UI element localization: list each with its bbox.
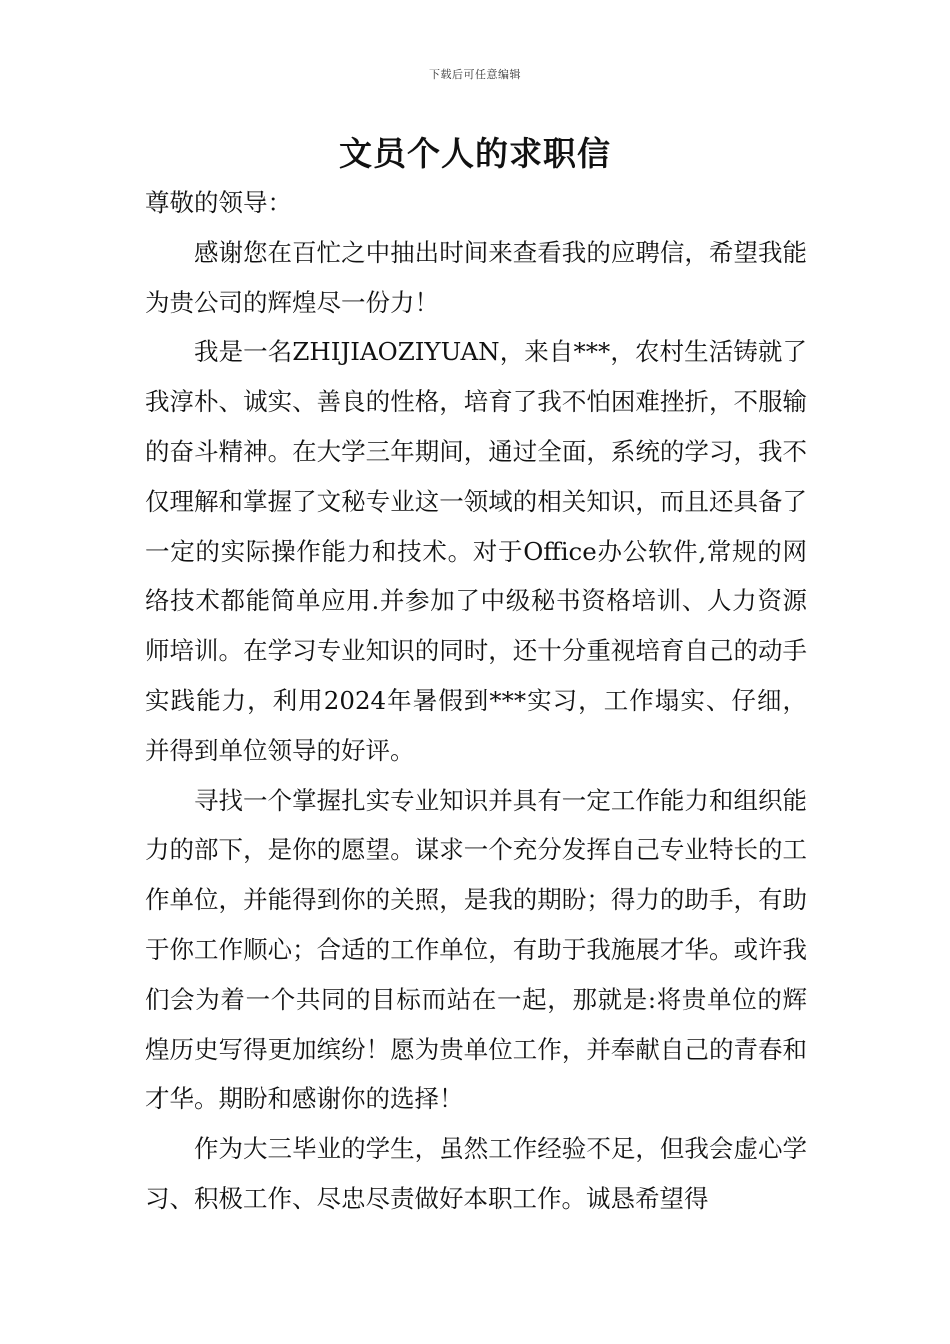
paragraph-commitment: 作为大三毕业的学生，虽然工作经验不足，但我会虚心学习、积极工作、尽忠尽责做好本职工作。诚恳希望得	[145, 1134, 807, 1213]
salutation: 尊敬的领导：	[145, 188, 292, 217]
document-title: 文员个人的求职信	[339, 134, 611, 173]
paragraph-gratitude: 感谢您在百忙之中抽出时间来查看我的应聘信，希望我能为贵公司的辉煌尽一份力！	[145, 237, 807, 317]
header-note: 下载后可任意编辑	[429, 68, 521, 81]
paragraph-aspiration: 寻找一个掌握扎实专业知识并具有一定工作能力和组织能力的部下，是你的愿望。谋求一个充分发挥自己专业特长的工作单位，并能得到你的关照，是我的期盼；得力的助手，有助于你工作顺心；合适的工作单位，有助于我施展才华。或许我们会为着一个共同的目标而站在一起，那就是:将贵单位的辉煌历史写得更加缤纷！愿为贵单位工作，并奉献自己的青春和才华。期盼和感谢你的选择！	[145, 785, 807, 1114]
letter-body	[145, 178, 807, 1224]
paragraph-background: 我是一名ZHIJIAOZIYUAN，来自***，农村生活铸就了我淳朴、诚实、善良的性格，培育了我不怕困难挫折，不服输的奋斗精神。在大学三年期间，通过全面，系统的学习，我不仅理解和掌握了文秘专业这一领域的相关知识，而且还具备了一定的实际操作能力和技术。对于Office办公软件,常规的网络技术都能简单应用.并参加了中级秘书资格培训、人力资源师培训。在学习专业知识的同时，还十分重视培育自己的动手实践能力，利用2024年暑假到***实习，工作塌实、仔细，并得到单位领导的好评。	[145, 337, 807, 765]
